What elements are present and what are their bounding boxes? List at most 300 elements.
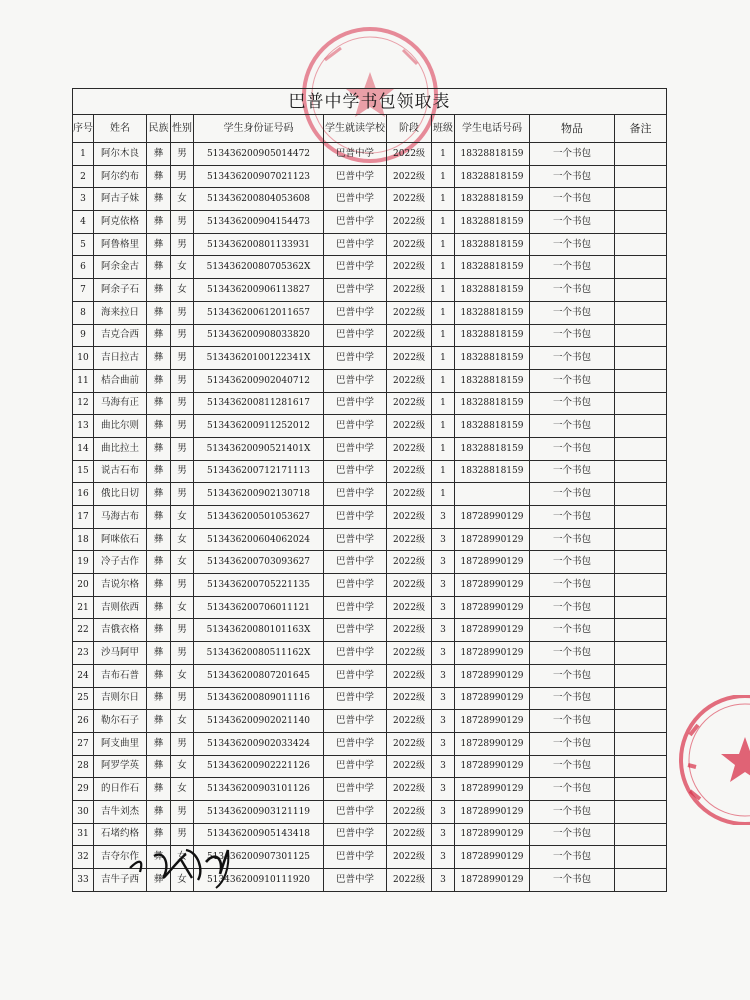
ethnicity-cell: 彝 bbox=[147, 188, 171, 211]
item-cell: 一个书包 bbox=[530, 619, 615, 642]
item-cell: 一个书包 bbox=[530, 846, 615, 869]
student-name-cell: 阿余金古 bbox=[94, 256, 147, 279]
id-number-cell: 513436200807201645 bbox=[194, 664, 324, 687]
sex-cell: 男 bbox=[171, 483, 194, 506]
class-number-cell: 1 bbox=[432, 211, 455, 234]
school-cell: 巴普中学 bbox=[324, 687, 387, 710]
ethnicity-cell: 彝 bbox=[147, 687, 171, 710]
phone-cell: 18328818159 bbox=[455, 415, 530, 438]
item-cell: 一个书包 bbox=[530, 324, 615, 347]
sex-cell: 女 bbox=[171, 710, 194, 733]
school-cell: 巴普中学 bbox=[324, 506, 387, 529]
row-number-cell: 19 bbox=[73, 551, 94, 574]
item-cell: 一个书包 bbox=[530, 642, 615, 665]
ethnicity-cell: 彝 bbox=[147, 823, 171, 846]
phone-cell: 18328818159 bbox=[455, 392, 530, 415]
student-name-cell: 阿余子石 bbox=[94, 279, 147, 302]
sex-cell: 女 bbox=[171, 755, 194, 778]
header-remark: 备注 bbox=[615, 115, 667, 143]
phone-cell: 18728990129 bbox=[455, 596, 530, 619]
grade-cell: 2022级 bbox=[387, 301, 432, 324]
row-number-cell: 14 bbox=[73, 437, 94, 460]
table-row bbox=[73, 165, 667, 188]
header-school: 学生就读学校 bbox=[324, 115, 387, 143]
row-number-cell: 26 bbox=[73, 710, 94, 733]
school-cell: 巴普中学 bbox=[324, 846, 387, 869]
remark-cell bbox=[615, 506, 667, 529]
sex-cell: 女 bbox=[171, 506, 194, 529]
remark-cell bbox=[615, 710, 667, 733]
item-cell: 一个书包 bbox=[530, 596, 615, 619]
class-number-cell: 1 bbox=[432, 483, 455, 506]
row-number-cell: 22 bbox=[73, 619, 94, 642]
remark-cell bbox=[615, 369, 667, 392]
row-number-cell: 5 bbox=[73, 233, 94, 256]
phone-cell: 18328818159 bbox=[455, 301, 530, 324]
phone-cell: 18328818159 bbox=[455, 347, 530, 370]
remark-cell bbox=[615, 664, 667, 687]
signature-icon bbox=[120, 820, 250, 890]
grade-cell: 2022级 bbox=[387, 642, 432, 665]
grade-cell: 2022级 bbox=[387, 415, 432, 438]
sex-cell: 男 bbox=[171, 211, 194, 234]
grade-cell: 2022级 bbox=[387, 483, 432, 506]
table-row bbox=[73, 596, 667, 619]
id-number-cell: 51343620100122341X bbox=[194, 347, 324, 370]
table-row bbox=[73, 732, 667, 755]
remark-cell bbox=[615, 732, 667, 755]
grade-cell: 2022级 bbox=[387, 324, 432, 347]
grade-cell: 2022级 bbox=[387, 506, 432, 529]
remark-cell bbox=[615, 415, 667, 438]
grade-cell: 2022级 bbox=[387, 188, 432, 211]
header-no: 序号 bbox=[73, 115, 94, 143]
class-number-cell: 1 bbox=[432, 415, 455, 438]
remark-cell bbox=[615, 687, 667, 710]
student-name-cell: 阿克依格 bbox=[94, 211, 147, 234]
student-name-cell: 的日作石 bbox=[94, 778, 147, 801]
class-number-cell: 1 bbox=[432, 165, 455, 188]
row-number-cell: 8 bbox=[73, 301, 94, 324]
table-row bbox=[73, 483, 667, 506]
sex-cell: 男 bbox=[171, 642, 194, 665]
header-name: 姓名 bbox=[94, 115, 147, 143]
phone-cell bbox=[455, 483, 530, 506]
remark-cell bbox=[615, 301, 667, 324]
right-seal-icon bbox=[660, 695, 750, 825]
row-number-cell: 16 bbox=[73, 483, 94, 506]
row-number-cell: 20 bbox=[73, 574, 94, 597]
table-row bbox=[73, 143, 667, 166]
class-number-cell: 3 bbox=[432, 528, 455, 551]
grade-cell: 2022级 bbox=[387, 256, 432, 279]
class-number-cell: 3 bbox=[432, 596, 455, 619]
item-cell: 一个书包 bbox=[530, 415, 615, 438]
item-cell: 一个书包 bbox=[530, 143, 615, 166]
remark-cell bbox=[615, 233, 667, 256]
remark-cell bbox=[615, 256, 667, 279]
table-row bbox=[73, 437, 667, 460]
ethnicity-cell: 彝 bbox=[147, 574, 171, 597]
student-name-cell: 说古石布 bbox=[94, 460, 147, 483]
class-number-cell: 1 bbox=[432, 256, 455, 279]
remark-cell bbox=[615, 460, 667, 483]
grade-cell: 2022级 bbox=[387, 619, 432, 642]
ethnicity-cell: 彝 bbox=[147, 415, 171, 438]
grade-cell: 2022级 bbox=[387, 437, 432, 460]
ethnicity-cell: 彝 bbox=[147, 778, 171, 801]
school-cell: 巴普中学 bbox=[324, 256, 387, 279]
item-cell: 一个书包 bbox=[530, 301, 615, 324]
header-item: 物品 bbox=[530, 115, 615, 143]
ethnicity-cell: 彝 bbox=[147, 324, 171, 347]
row-number-cell: 28 bbox=[73, 755, 94, 778]
grade-cell: 2022级 bbox=[387, 143, 432, 166]
remark-cell bbox=[615, 778, 667, 801]
phone-cell: 18728990129 bbox=[455, 755, 530, 778]
school-cell: 巴普中学 bbox=[324, 143, 387, 166]
class-number-cell: 1 bbox=[432, 392, 455, 415]
remark-cell bbox=[615, 188, 667, 211]
id-number-cell: 51343620080101163X bbox=[194, 619, 324, 642]
remark-cell bbox=[615, 596, 667, 619]
ethnicity-cell: 彝 bbox=[147, 256, 171, 279]
student-name-cell: 阿尔约布 bbox=[94, 165, 147, 188]
ethnicity-cell: 彝 bbox=[147, 528, 171, 551]
class-number-cell: 3 bbox=[432, 755, 455, 778]
student-name-cell: 俄比日切 bbox=[94, 483, 147, 506]
class-number-cell: 3 bbox=[432, 800, 455, 823]
student-name-cell: 吉布石普 bbox=[94, 664, 147, 687]
sex-cell: 男 bbox=[171, 415, 194, 438]
remark-cell bbox=[615, 551, 667, 574]
id-number-cell: 513436200703093627 bbox=[194, 551, 324, 574]
student-name-cell: 阿鲁格里 bbox=[94, 233, 147, 256]
row-number-cell: 11 bbox=[73, 369, 94, 392]
student-name-cell: 海来拉日 bbox=[94, 301, 147, 324]
id-number-cell: 513436200910111920 bbox=[194, 869, 324, 892]
school-cell: 巴普中学 bbox=[324, 233, 387, 256]
student-name-cell: 吉克合西 bbox=[94, 324, 147, 347]
sex-cell: 男 bbox=[171, 800, 194, 823]
item-cell: 一个书包 bbox=[530, 778, 615, 801]
id-number-cell: 513436200612011657 bbox=[194, 301, 324, 324]
id-number-cell: 513436200604062024 bbox=[194, 528, 324, 551]
school-cell: 巴普中学 bbox=[324, 392, 387, 415]
row-number-cell: 33 bbox=[73, 869, 94, 892]
class-number-cell: 3 bbox=[432, 642, 455, 665]
phone-cell: 18728990129 bbox=[455, 574, 530, 597]
class-number-cell: 3 bbox=[432, 551, 455, 574]
phone-cell: 18728990129 bbox=[455, 619, 530, 642]
ethnicity-cell: 彝 bbox=[147, 846, 171, 869]
remark-cell bbox=[615, 800, 667, 823]
grade-cell: 2022级 bbox=[387, 664, 432, 687]
class-number-cell: 1 bbox=[432, 460, 455, 483]
item-cell: 一个书包 bbox=[530, 687, 615, 710]
sex-cell: 男 bbox=[171, 392, 194, 415]
class-number-cell: 1 bbox=[432, 301, 455, 324]
document-title: 巴普中学书包领取表 bbox=[73, 89, 667, 115]
row-number-cell: 32 bbox=[73, 846, 94, 869]
id-number-cell: 513436200902040712 bbox=[194, 369, 324, 392]
student-name-cell: 吉夺尔作 bbox=[94, 846, 147, 869]
table-row bbox=[73, 506, 667, 529]
grade-cell: 2022级 bbox=[387, 846, 432, 869]
student-name-cell: 阿罗学英 bbox=[94, 755, 147, 778]
grade-cell: 2022级 bbox=[387, 460, 432, 483]
sex-cell: 女 bbox=[171, 846, 194, 869]
item-cell: 一个书包 bbox=[530, 347, 615, 370]
class-number-cell: 1 bbox=[432, 233, 455, 256]
class-number-cell: 3 bbox=[432, 619, 455, 642]
student-name-cell: 阿咪依石 bbox=[94, 528, 147, 551]
school-cell: 巴普中学 bbox=[324, 528, 387, 551]
class-number-cell: 3 bbox=[432, 664, 455, 687]
table-row bbox=[73, 710, 667, 733]
class-number-cell: 3 bbox=[432, 869, 455, 892]
phone-cell: 18728990129 bbox=[455, 778, 530, 801]
student-name-cell: 阿古子妹 bbox=[94, 188, 147, 211]
id-number-cell: 513436200804053608 bbox=[194, 188, 324, 211]
id-number-cell: 513436200903101126 bbox=[194, 778, 324, 801]
grade-cell: 2022级 bbox=[387, 233, 432, 256]
table-row bbox=[73, 211, 667, 234]
row-number-cell: 24 bbox=[73, 664, 94, 687]
id-number-cell: 51343620080511162X bbox=[194, 642, 324, 665]
id-number-cell: 513436200905014472 bbox=[194, 143, 324, 166]
id-number-cell: 513436200706011121 bbox=[194, 596, 324, 619]
row-number-cell: 30 bbox=[73, 800, 94, 823]
row-number-cell: 23 bbox=[73, 642, 94, 665]
school-cell: 巴普中学 bbox=[324, 279, 387, 302]
item-cell: 一个书包 bbox=[530, 211, 615, 234]
ethnicity-cell: 彝 bbox=[147, 551, 171, 574]
sex-cell: 女 bbox=[171, 778, 194, 801]
table-row bbox=[73, 755, 667, 778]
item-cell: 一个书包 bbox=[530, 800, 615, 823]
table-body bbox=[73, 143, 667, 892]
book-bag-receipt-table bbox=[72, 88, 667, 892]
id-number-cell: 513436200905143418 bbox=[194, 823, 324, 846]
class-number-cell: 3 bbox=[432, 823, 455, 846]
grade-cell: 2022级 bbox=[387, 369, 432, 392]
table-row bbox=[73, 687, 667, 710]
id-number-cell: 513436200801133931 bbox=[194, 233, 324, 256]
header-sex: 性别 bbox=[171, 115, 194, 143]
school-cell: 巴普中学 bbox=[324, 778, 387, 801]
sex-cell: 女 bbox=[171, 869, 194, 892]
item-cell: 一个书包 bbox=[530, 823, 615, 846]
header-class: 班级 bbox=[432, 115, 455, 143]
school-cell: 巴普中学 bbox=[324, 483, 387, 506]
item-cell: 一个书包 bbox=[530, 551, 615, 574]
row-number-cell: 10 bbox=[73, 347, 94, 370]
phone-cell: 18728990129 bbox=[455, 710, 530, 733]
phone-cell: 18328818159 bbox=[455, 460, 530, 483]
phone-cell: 18728990129 bbox=[455, 869, 530, 892]
remark-cell bbox=[615, 324, 667, 347]
item-cell: 一个书包 bbox=[530, 664, 615, 687]
table-row bbox=[73, 551, 667, 574]
grade-cell: 2022级 bbox=[387, 551, 432, 574]
remark-cell bbox=[615, 437, 667, 460]
ethnicity-cell: 彝 bbox=[147, 279, 171, 302]
remark-cell bbox=[615, 165, 667, 188]
school-cell: 巴普中学 bbox=[324, 347, 387, 370]
table-row bbox=[73, 664, 667, 687]
phone-cell: 18728990129 bbox=[455, 846, 530, 869]
class-number-cell: 1 bbox=[432, 437, 455, 460]
grade-cell: 2022级 bbox=[387, 574, 432, 597]
item-cell: 一个书包 bbox=[530, 483, 615, 506]
remark-cell bbox=[615, 574, 667, 597]
row-number-cell: 25 bbox=[73, 687, 94, 710]
grade-cell: 2022级 bbox=[387, 687, 432, 710]
item-cell: 一个书包 bbox=[530, 869, 615, 892]
id-number-cell: 513436200904154473 bbox=[194, 211, 324, 234]
phone-cell: 18728990129 bbox=[455, 823, 530, 846]
remark-cell bbox=[615, 279, 667, 302]
row-number-cell: 9 bbox=[73, 324, 94, 347]
sex-cell: 男 bbox=[171, 823, 194, 846]
sex-cell: 女 bbox=[171, 551, 194, 574]
remark-cell bbox=[615, 392, 667, 415]
table-row bbox=[73, 574, 667, 597]
phone-cell: 18328818159 bbox=[455, 437, 530, 460]
student-name-cell: 吉俄衣格 bbox=[94, 619, 147, 642]
table-row bbox=[73, 188, 667, 211]
row-number-cell: 31 bbox=[73, 823, 94, 846]
remark-cell bbox=[615, 483, 667, 506]
item-cell: 一个书包 bbox=[530, 279, 615, 302]
ethnicity-cell: 彝 bbox=[147, 869, 171, 892]
student-name-cell: 吉则尔日 bbox=[94, 687, 147, 710]
id-number-cell: 513436200902130718 bbox=[194, 483, 324, 506]
sex-cell: 男 bbox=[171, 143, 194, 166]
student-name-cell: 吉则依西 bbox=[94, 596, 147, 619]
phone-cell: 18328818159 bbox=[455, 233, 530, 256]
item-cell: 一个书包 bbox=[530, 165, 615, 188]
remark-cell bbox=[615, 755, 667, 778]
ethnicity-cell: 彝 bbox=[147, 664, 171, 687]
row-number-cell: 18 bbox=[73, 528, 94, 551]
id-number-cell: 513436200705221135 bbox=[194, 574, 324, 597]
school-cell: 巴普中学 bbox=[324, 460, 387, 483]
grade-cell: 2022级 bbox=[387, 732, 432, 755]
remark-cell bbox=[615, 211, 667, 234]
student-name-cell: 吉牛子西 bbox=[94, 869, 147, 892]
school-cell: 巴普中学 bbox=[324, 301, 387, 324]
sex-cell: 男 bbox=[171, 165, 194, 188]
ethnicity-cell: 彝 bbox=[147, 392, 171, 415]
ethnicity-cell: 彝 bbox=[147, 800, 171, 823]
grade-cell: 2022级 bbox=[387, 755, 432, 778]
class-number-cell: 3 bbox=[432, 710, 455, 733]
school-cell: 巴普中学 bbox=[324, 710, 387, 733]
school-cell: 巴普中学 bbox=[324, 664, 387, 687]
school-cell: 巴普中学 bbox=[324, 415, 387, 438]
item-cell: 一个书包 bbox=[530, 528, 615, 551]
student-name-cell: 吉日拉古 bbox=[94, 347, 147, 370]
header-grade: 阶段 bbox=[387, 115, 432, 143]
school-cell: 巴普中学 bbox=[324, 732, 387, 755]
id-number-cell: 513436200911252012 bbox=[194, 415, 324, 438]
item-cell: 一个书包 bbox=[530, 233, 615, 256]
remark-cell bbox=[615, 619, 667, 642]
remark-cell bbox=[615, 823, 667, 846]
grade-cell: 2022级 bbox=[387, 710, 432, 733]
sex-cell: 男 bbox=[171, 437, 194, 460]
table-row bbox=[73, 642, 667, 665]
phone-cell: 18728990129 bbox=[455, 800, 530, 823]
row-number-cell: 15 bbox=[73, 460, 94, 483]
item-cell: 一个书包 bbox=[530, 392, 615, 415]
class-number-cell: 1 bbox=[432, 324, 455, 347]
phone-cell: 18328818159 bbox=[455, 211, 530, 234]
phone-cell: 18728990129 bbox=[455, 664, 530, 687]
student-name-cell: 曲比尔则 bbox=[94, 415, 147, 438]
id-number-cell: 513436200501053627 bbox=[194, 506, 324, 529]
class-number-cell: 3 bbox=[432, 846, 455, 869]
sex-cell: 女 bbox=[171, 279, 194, 302]
header-ethnicity: 民族 bbox=[147, 115, 171, 143]
id-number-cell: 513436200907021123 bbox=[194, 165, 324, 188]
sex-cell: 男 bbox=[171, 347, 194, 370]
ethnicity-cell: 彝 bbox=[147, 483, 171, 506]
row-number-cell: 17 bbox=[73, 506, 94, 529]
class-number-cell: 3 bbox=[432, 778, 455, 801]
item-cell: 一个书包 bbox=[530, 256, 615, 279]
ethnicity-cell: 彝 bbox=[147, 233, 171, 256]
student-name-cell: 吉说尔格 bbox=[94, 574, 147, 597]
item-cell: 一个书包 bbox=[530, 710, 615, 733]
table-row bbox=[73, 324, 667, 347]
school-cell: 巴普中学 bbox=[324, 551, 387, 574]
ethnicity-cell: 彝 bbox=[147, 143, 171, 166]
school-cell: 巴普中学 bbox=[324, 188, 387, 211]
table-row bbox=[73, 301, 667, 324]
class-number-cell: 3 bbox=[432, 506, 455, 529]
school-cell: 巴普中学 bbox=[324, 869, 387, 892]
sex-cell: 女 bbox=[171, 256, 194, 279]
school-cell: 巴普中学 bbox=[324, 619, 387, 642]
table-row bbox=[73, 279, 667, 302]
id-number-cell: 513436200907301125 bbox=[194, 846, 324, 869]
header-id: 学生身份证号码 bbox=[194, 115, 324, 143]
item-cell: 一个书包 bbox=[530, 732, 615, 755]
grade-cell: 2022级 bbox=[387, 596, 432, 619]
grade-cell: 2022级 bbox=[387, 800, 432, 823]
class-number-cell: 3 bbox=[432, 574, 455, 597]
item-cell: 一个书包 bbox=[530, 574, 615, 597]
row-number-cell: 4 bbox=[73, 211, 94, 234]
table-row bbox=[73, 415, 667, 438]
ethnicity-cell: 彝 bbox=[147, 596, 171, 619]
id-number-cell: 513436200902221126 bbox=[194, 755, 324, 778]
school-cell: 巴普中学 bbox=[324, 437, 387, 460]
phone-cell: 18328818159 bbox=[455, 256, 530, 279]
id-number-cell: 513436200908033820 bbox=[194, 324, 324, 347]
ethnicity-cell: 彝 bbox=[147, 369, 171, 392]
ethnicity-cell: 彝 bbox=[147, 755, 171, 778]
grade-cell: 2022级 bbox=[387, 823, 432, 846]
class-number-cell: 1 bbox=[432, 188, 455, 211]
sex-cell: 女 bbox=[171, 188, 194, 211]
id-number-cell: 513436200811281617 bbox=[194, 392, 324, 415]
class-number-cell: 3 bbox=[432, 732, 455, 755]
id-number-cell: 513436200906113827 bbox=[194, 279, 324, 302]
